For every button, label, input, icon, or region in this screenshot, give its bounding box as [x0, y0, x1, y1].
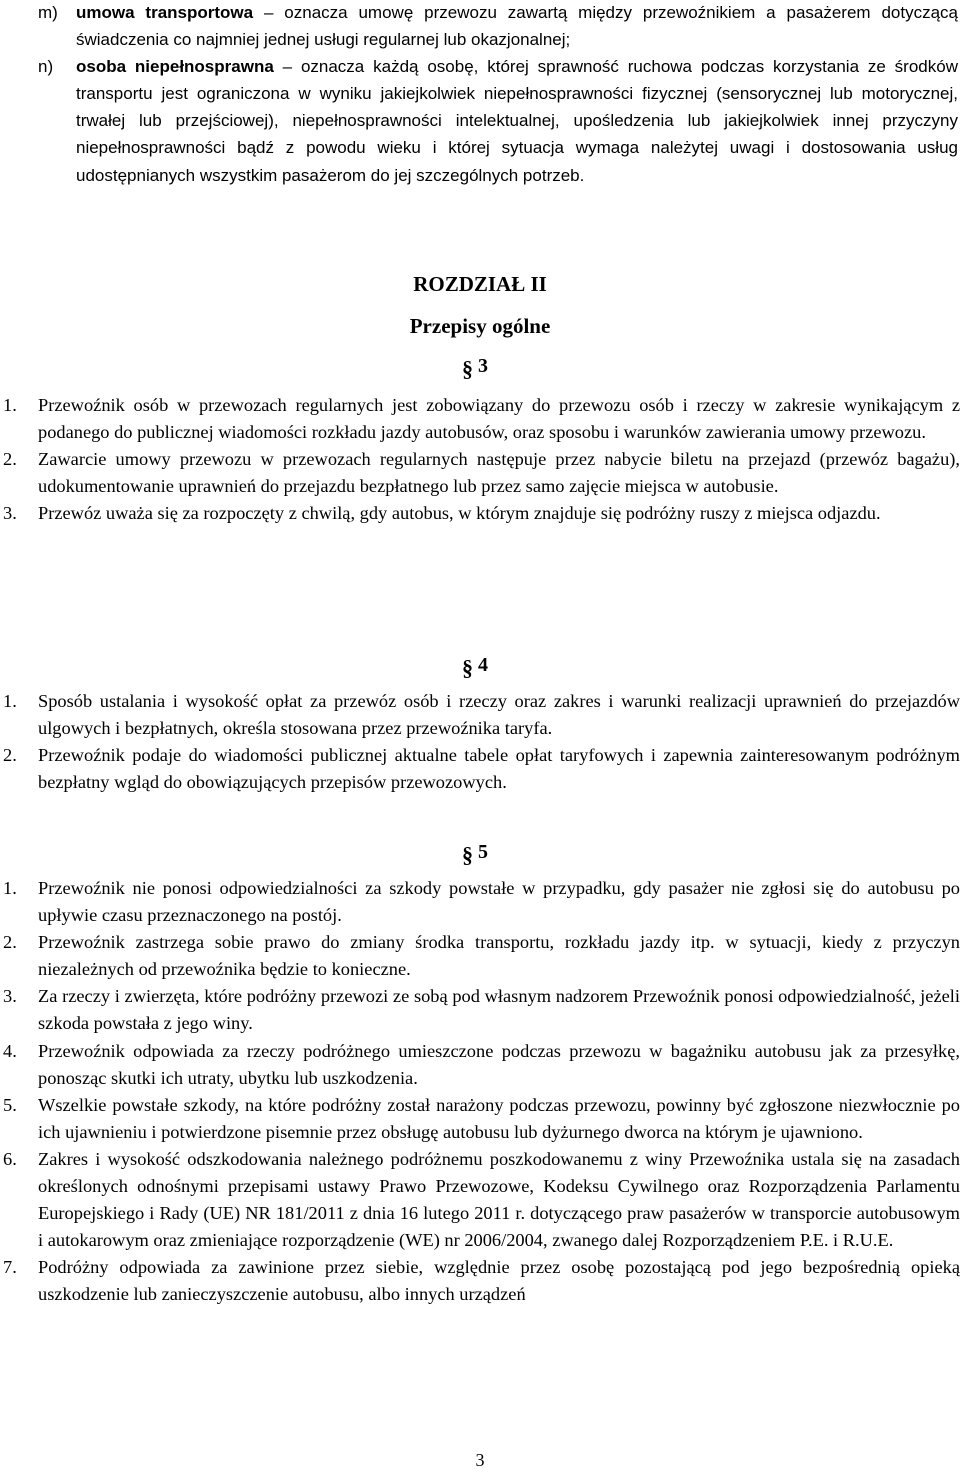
section-3-item-1 [0, 392, 960, 446]
item-number: 2. [3, 745, 17, 766]
item-number: 3. [3, 986, 17, 1007]
definition-marker: n) [38, 57, 54, 77]
section-4-item-2 [0, 742, 960, 796]
item-number: 3. [3, 503, 17, 524]
chapter-title: ROZDZIAŁ II [413, 272, 547, 296]
item-text: Sposób ustalania i wysokość opłat za przewóz osób i rzeczy oraz zakres i warunki realizacji uprawnień do przejazdów ulgowych i bezpłatnych, określa stosowana przez przewoźnika taryfa. [38, 691, 960, 739]
section-5-item-2 [0, 929, 960, 983]
section-5-item-3 [0, 983, 960, 1037]
definition-text: – oznacza umowę przewozu zawartą między przewoźnikiem a pasażerem dotyczącą świadczenia co najmniej jednej usługi regularnej lub okazjonalnej; [76, 3, 958, 50]
item-number: 1. [3, 395, 17, 415]
section-4-heading [462, 651, 488, 680]
section-3-heading [462, 352, 488, 381]
item-text: Podróżny odpowiada za zawinione przez siebie, względnie przez osobę pozostającą pod jego bezpośrednią opieką uszkodzenie lub zanieczyszczenie autobusu, albo innych urządzeń [38, 1257, 960, 1305]
page-number: 3 [475, 1450, 485, 1470]
section-5-body [0, 875, 960, 1309]
definition-marker: m) [38, 3, 58, 22]
section-4-item-1 [0, 688, 960, 742]
item-text: Za rzeczy i zwierzęta, które podróżny przewozi ze sobą pod własnym nadzorem Przewoźnik ponosi odpowiedzialność, jeżeli szkoda powstała z jego winy. [38, 986, 960, 1034]
section-number: 5 [478, 841, 488, 863]
item-number: 1. [3, 878, 17, 898]
item-number: 5. [3, 1094, 17, 1115]
section-symbol: § [462, 842, 473, 867]
item-number: 7. [3, 1257, 17, 1278]
section-number: 3 [478, 355, 488, 377]
item-text: Przewóz uważa się za rozpoczęty z chwilą, gdy autobus, w którym znajduje się podróżny ruszy z miejsca odjazdu. [38, 503, 881, 524]
item-text: Zawarcie umowy przewozu w przewozach regularnych następuje przez nabycie biletu na przejazd (przewóz bagażu), udokumentowanie uprawnień do przejazdu bezpłatnego lub przez samo zajęcie miejsca w autobusie. [38, 449, 960, 497]
section-4-body [0, 688, 960, 796]
section-symbol: § [462, 655, 473, 680]
section-5-item-7 [0, 1254, 960, 1308]
section-5-heading [462, 838, 488, 867]
item-text: Wszelkie powstałe szkody, na które podróżny został narażony podczas przewozu, powinny być zgłoszone niezwłocznie po ich ujawnieniu i potwierdzone pisemnie przez obsługę autobusu lub dyżurnego dworca na którym je ujawniono. [38, 1094, 960, 1142]
definition-term: osoba niepełnosprawna [76, 57, 274, 77]
item-number: 1. [3, 691, 17, 711]
definition-n [38, 53, 958, 188]
section-5-item-1 [0, 875, 960, 929]
item-number: 4. [3, 1040, 17, 1061]
item-text: Przewoźnik zastrzega sobie prawo do zmiany środka transportu, rozkładu jazdy itp. w sytuacji, kiedy z przyczyn niezależnych od przewoźnika będzie to konieczne. [38, 932, 960, 980]
item-text: Przewoźnik odpowiada za rzeczy podróżnego umieszczone podczas przewozu w bagażniku autobusu jak za przesyłkę, ponosząc skutki ich utraty, ubytku lub uszkodzenia. [38, 1040, 960, 1088]
definitions-list [38, 0, 958, 189]
item-number: 2. [3, 449, 17, 470]
item-text: Przewoźnik podaje do wiadomości publicznej aktualne tabele opłat taryfowych i zapewnia zainteresowanym podróżnym bezpłatny wgląd do obowiązujących przepisów przewozowych. [38, 745, 960, 793]
item-number: 6. [3, 1148, 17, 1169]
section-5-item-5 [0, 1092, 960, 1146]
item-text: Zakres i wysokość odszkodowania należnego podróżnemu poszkodowanemu z winy Przewoźnika ustala się na zasadach określonych odnośnymi przepisami ustawy Prawo Przewozowe, Kodeksu Cywilnego oraz Rozporządzenia Parlamentu Europejskiego i Rady (UE) NR 181/2011 z dnia 16 lutego 2011 r. dotyczącego praw pasażerów w transporcie autobusowym i autokarowym oraz zmieniające rozporządzenie (WE) nr 2006/2004, zwanego dalej Rozporządzeniem P.E. i R.U.E. [38, 1148, 960, 1251]
section-3-item-3 [0, 500, 960, 527]
chapter-subtitle: Przepisy ogólne [409, 314, 551, 338]
definition-term: umowa transportowa [76, 3, 254, 22]
section-5-item-6 [0, 1146, 960, 1254]
section-3-item-2 [0, 446, 960, 500]
section-number: 4 [478, 654, 488, 676]
section-symbol: § [462, 356, 473, 381]
definition-text: – oznacza każdą osobę, której sprawność ruchowa podczas korzystania ze środków transportu jest ograniczona w wyniku jakiejkolwiek niepełnosprawności fizycznej (sensorycznej lub motorycznej, trwałej lub przejściowej), niepełnosprawności intelektualnej, upośledzenia lub jakiejkolwiek innej przyczyny niepełnosprawności bądź z powodu wieku i której sytuacja wymaga należytej uwagi i dostosowania usług udostępnianych wszystkim pasażerom do jej szczególnych potrzeb. [76, 57, 958, 185]
section-3-body [0, 392, 960, 527]
item-number: 2. [3, 932, 17, 953]
item-text: Przewoźnik nie ponosi odpowiedzialności za szkody powstałe w przypadku, gdy pasażer nie zgłosi się do autobusu po upływie czasu przeznaczonego na postój. [38, 878, 960, 926]
definition-m [38, 0, 958, 53]
item-text: Przewoźnik osób w przewozach regularnych jest zobowiązany do przewozu osób i rzeczy w zakresie wynikającym z podanego do publicznej wiadomości rozkładu jazdy autobusów, oraz sposobu i warunków zawierania umowy przewozu. [38, 395, 960, 443]
section-5-item-4 [0, 1038, 960, 1092]
